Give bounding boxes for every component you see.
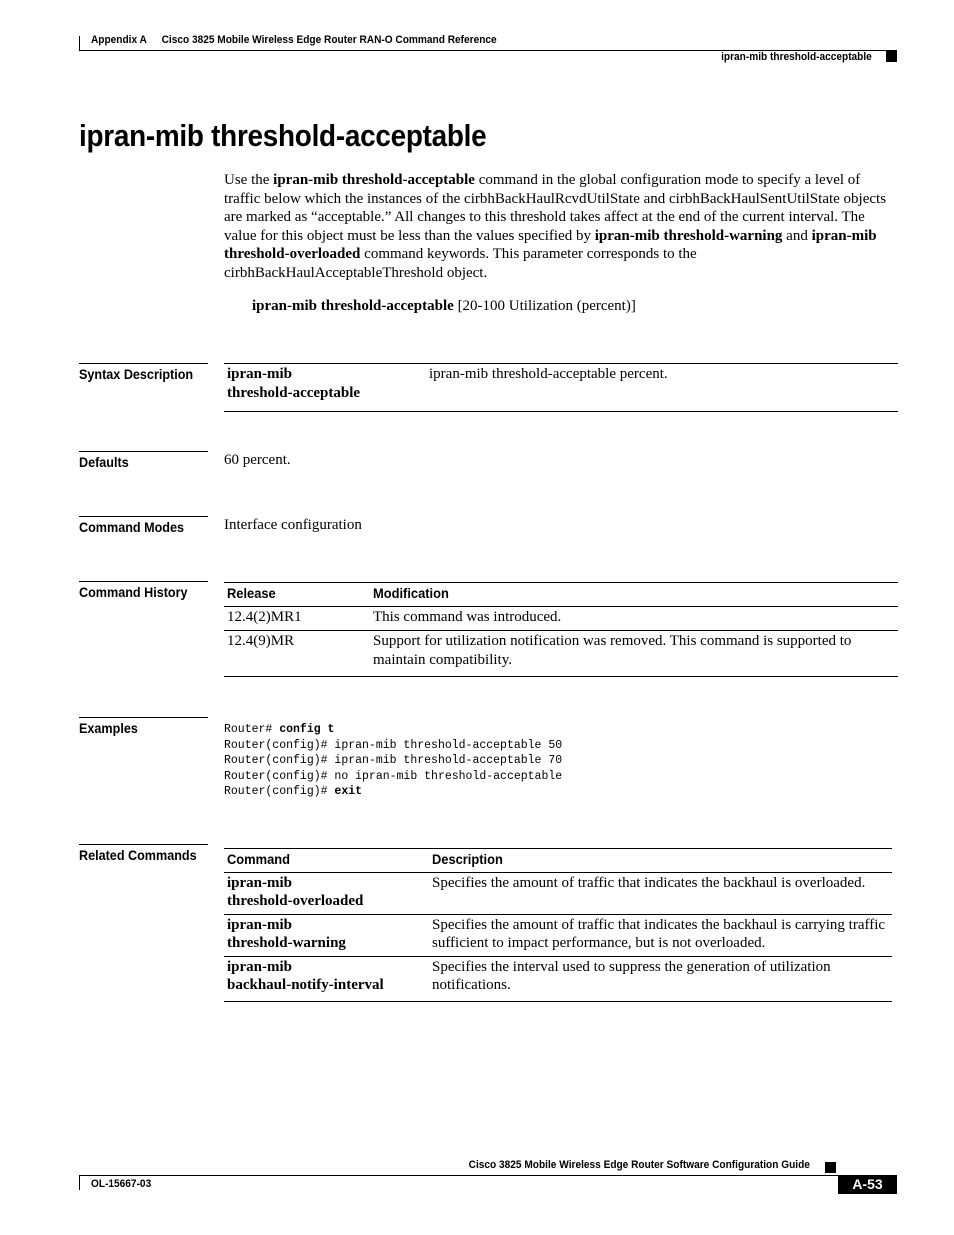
header-appendix: Appendix A (91, 34, 147, 46)
command-modes-text: Interface configuration (224, 517, 362, 533)
intro-text-1: Use the (224, 172, 274, 188)
related-command-cell: ipran-mib threshold-warning (224, 914, 429, 956)
code-line: Router(config)# exit (224, 785, 363, 798)
release-cell: 12.4(2)MR1 (224, 607, 370, 631)
intro-text-3: and (782, 227, 812, 244)
related-command-cell: ipran-mib backhaul-notify-interval (224, 956, 429, 1001)
footer-marker (825, 1162, 836, 1173)
code-line: Router(config)# ipran-mib threshold-acceptable 50 (224, 738, 563, 752)
table-row (224, 956, 892, 1001)
footer-rule (79, 1175, 897, 1176)
intro-paragraph (224, 171, 898, 283)
related-description-cell: Specifies the amount of traffic that indicates the backhaul is carrying traffic sufficient to impact performance, but is not overloaded. (429, 914, 892, 956)
section-heading-examples: Examples (79, 717, 208, 736)
related-commands-table (224, 848, 892, 1002)
footer-left-bar (79, 1176, 80, 1190)
table-header-row (224, 583, 898, 607)
command-syntax (252, 298, 636, 315)
intro-text-4: command keywords. This parameter corresponds to the cirbhBackHaulAcceptableThreshold object. (224, 246, 697, 281)
header-chapter-title (91, 34, 497, 46)
syntax-keyword-line-1: ipran-mib (227, 366, 293, 382)
page-title: ipran-mib threshold-acceptable (79, 118, 487, 153)
syntax-keyword-cell (224, 364, 426, 412)
code-line: Router(config)# no ipran-mib threshold-acceptable (224, 769, 563, 783)
syntax-command: ipran-mib threshold-acceptable (252, 298, 454, 314)
intro-command-warning: ipran-mib threshold-warning (594, 227, 783, 244)
column-header-release: Release (227, 585, 276, 601)
table-row (224, 364, 898, 412)
section-heading-defaults: Defaults (79, 451, 208, 470)
intro-command-overloaded: ipran-mib threshold-overloaded (224, 227, 877, 263)
section-heading-syntax-description: Syntax Description (79, 363, 208, 382)
intro-text-2: command in the global configuration mode to specify a level of traffic below which the instances of the cirbhBackHaulRcvdUtilState and cirbhBackHaulSentUtilState objects are marked as “acceptable.” All changes to this threshold takes affect at the end of the current interval. The value for this object must be less than the values specified by (224, 172, 887, 244)
defaults-text: 60 percent. (224, 452, 291, 468)
table-row (224, 607, 898, 631)
code-line: Router# config t (224, 723, 335, 736)
related-description-cell: Specifies the amount of traffic that indicates the backhaul is overloaded. (429, 872, 892, 914)
modification-cell: This command was introduced. (370, 607, 898, 631)
modification-cell: Support for utilization notification was removed. This command is supported to maintain compatibility. (370, 631, 898, 677)
footer-doc-number: OL-15667-03 (91, 1178, 152, 1190)
related-description-cell: Specifies the interval used to suppress the generation of utilization notifications. (429, 956, 892, 1001)
section-heading-related-commands: Related Commands (79, 844, 208, 863)
syntax-description-table (224, 363, 898, 412)
release-cell: 12.4(9)MR (224, 631, 370, 677)
intro-command-acceptable: ipran-mib threshold-acceptable (273, 172, 475, 188)
table-row (224, 631, 898, 677)
related-command-cell: ipran-mib threshold-overloaded (224, 872, 429, 914)
header-chapter-name: Cisco 3825 Mobile Wireless Edge Router RAN-O Command Reference (161, 34, 497, 46)
table-row (224, 914, 892, 956)
syntax-description-cell: ipran-mib threshold-acceptable percent. (429, 366, 668, 382)
command-history-table (224, 582, 898, 677)
header-running-head: ipran-mib threshold-acceptable (721, 51, 872, 63)
example-code-block (224, 722, 562, 800)
footer-page-number: A-53 (838, 1175, 897, 1194)
header-marker (886, 51, 897, 62)
column-header-command: Command (227, 851, 290, 867)
footer-guide-title: Cisco 3825 Mobile Wireless Edge Router Software Configuration Guide (468, 1159, 810, 1171)
table-row (224, 872, 892, 914)
section-heading-command-history: Command History (79, 581, 208, 600)
syntax-arguments: [20-100 Utilization (percent)] (453, 298, 636, 314)
table-header-row (224, 849, 892, 873)
column-header-modification: Modification (373, 585, 449, 601)
section-heading-command-modes: Command Modes (79, 516, 208, 535)
code-line: Router(config)# ipran-mib threshold-acceptable 70 (224, 754, 563, 767)
column-header-description: Description (432, 851, 503, 867)
syntax-keyword-line-2: threshold-acceptable (227, 385, 361, 401)
header-left-bar (79, 36, 80, 50)
